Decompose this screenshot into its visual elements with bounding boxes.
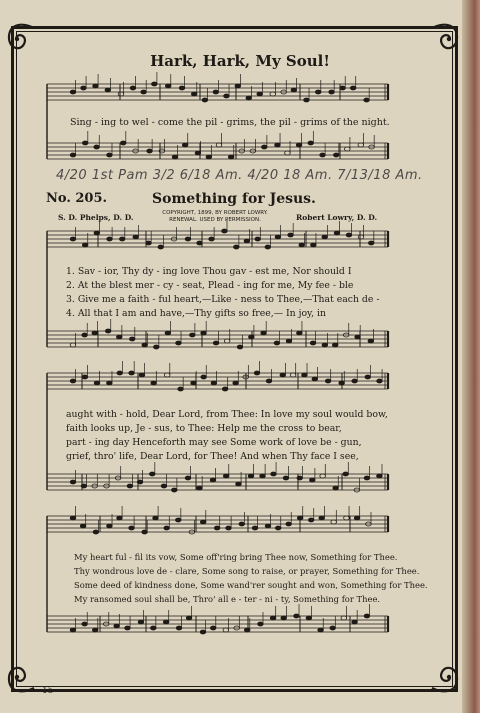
music-note (274, 341, 280, 345)
music-note (368, 241, 374, 245)
lyric-line: part - ing day Henceforth may see Some work of love be - gun, (66, 437, 362, 448)
top-hymn-lyric: Sing - ing to wel - come the pil - grims, the pil - grims of the night. (70, 117, 390, 128)
lyric-line: grief, thro' life, Dear Lord, for Thee! And when Thy face I see, (66, 451, 359, 462)
music-note (107, 237, 113, 241)
music-note (266, 379, 272, 383)
music-note (318, 628, 324, 632)
music-note (224, 339, 230, 343)
music-note (164, 526, 170, 530)
music-note (70, 237, 76, 241)
music-note (224, 94, 230, 98)
music-note (331, 520, 337, 524)
music-note (325, 379, 331, 383)
music-note (233, 381, 239, 385)
music-note (226, 526, 232, 530)
music-note (228, 155, 234, 159)
music-note (297, 516, 303, 520)
music-note (139, 373, 145, 377)
lyric-line: 2. At the blest mer - cy - seat, Plead - ing for me, My fee - ble (66, 280, 354, 291)
music-note (153, 345, 159, 349)
music-note (129, 526, 135, 530)
music-note (81, 484, 87, 488)
music-note (358, 143, 364, 147)
lyric-line: aught with - hold, Dear Lord, from Thee: In love my soul would bow, (66, 409, 388, 420)
music-note (117, 516, 123, 520)
copyright-notice (160, 210, 270, 224)
music-note (172, 155, 178, 159)
lyric-line: Some deed of kindness done, Some wand'rer sought and won, Something for Thee. (74, 580, 428, 590)
music-note (329, 90, 335, 94)
music-note (285, 151, 291, 155)
music-note (288, 233, 294, 237)
music-note (70, 480, 76, 484)
music-note (345, 147, 351, 151)
music-note (137, 480, 143, 484)
music-note (258, 622, 264, 626)
music-note (142, 343, 148, 347)
music-note (275, 235, 281, 239)
music-note (239, 522, 245, 526)
music-note (306, 616, 312, 620)
music-note (127, 484, 133, 488)
music-note (333, 486, 339, 490)
music-note (211, 381, 217, 385)
music-note (141, 90, 147, 94)
music-note (216, 143, 222, 147)
music-note (94, 381, 100, 385)
hymn-number: No. 205. (46, 191, 108, 206)
music-note (222, 229, 228, 233)
music-note (330, 626, 336, 630)
music-note (223, 628, 229, 632)
music-note (161, 484, 167, 488)
music-note (125, 626, 131, 630)
music-note (294, 614, 300, 618)
music-note (275, 526, 281, 530)
music-note (151, 381, 157, 385)
top-hymn-title: Hark, Hark, My Soul! (150, 52, 330, 70)
music-note (255, 237, 261, 241)
music-note (176, 626, 182, 630)
music-note (286, 522, 292, 526)
music-note (334, 231, 340, 235)
music-note (322, 235, 328, 239)
music-note (322, 343, 328, 347)
music-note (354, 516, 360, 520)
music-note (280, 373, 286, 377)
lyric-line: My ransomed soul shall be, Thro' all e - ter - ni - ty, Something for Thee. (74, 594, 381, 604)
music-note (265, 245, 271, 249)
music-note (70, 90, 76, 94)
music-note (200, 520, 206, 524)
music-note (178, 387, 184, 391)
music-note (343, 472, 349, 476)
music-note (320, 474, 326, 478)
music-note (70, 516, 76, 520)
music-note (346, 233, 352, 237)
music-note (222, 387, 228, 391)
music-note (130, 86, 136, 90)
copyright-line: RENEWAL. USED BY PERMISSION. (169, 217, 261, 223)
music-note (82, 375, 88, 379)
music-note (70, 153, 76, 157)
music-note (153, 516, 159, 520)
music-note (302, 373, 308, 377)
music-note (320, 153, 326, 157)
music-note (142, 530, 148, 534)
music-note (297, 476, 303, 480)
music-note (236, 482, 242, 486)
music-note (120, 141, 126, 145)
music-note (197, 241, 203, 245)
music-note (291, 88, 297, 92)
music-note (171, 488, 177, 492)
music-note (82, 243, 88, 247)
music-note (283, 476, 289, 480)
music-note (341, 616, 347, 620)
music-note (191, 381, 197, 385)
music-note (202, 98, 208, 102)
music-note (364, 98, 370, 102)
music-note (350, 86, 356, 90)
music-note (210, 626, 216, 630)
music-note (185, 237, 191, 241)
music-note (244, 628, 250, 632)
music-note (165, 331, 171, 335)
music-note (179, 86, 185, 90)
music-note (254, 371, 260, 375)
music-note (70, 343, 76, 347)
music-note (237, 345, 243, 349)
music-note (94, 231, 100, 235)
music-note (195, 151, 201, 155)
music-note (80, 524, 86, 528)
music-note (332, 343, 338, 347)
music-note (315, 90, 321, 94)
music-note (213, 90, 219, 94)
music-note (82, 141, 88, 145)
hymn-composer: Robert Lowry, D. D. (296, 213, 378, 222)
music-note (200, 630, 206, 634)
music-note (281, 616, 287, 620)
music-note (308, 141, 314, 145)
music-note (275, 143, 281, 147)
music-note (310, 341, 316, 345)
music-note (81, 86, 87, 90)
music-note (352, 379, 358, 383)
music-note (261, 331, 267, 335)
music-note (270, 92, 276, 96)
music-note (175, 518, 181, 522)
music-note (92, 331, 98, 335)
music-note (149, 472, 155, 476)
music-note (265, 524, 271, 528)
music-note (257, 92, 263, 96)
music-note (319, 516, 325, 520)
music-note (165, 84, 171, 88)
music-note (201, 331, 207, 335)
music-note (146, 241, 152, 245)
page-number: 15 (42, 686, 54, 696)
music-note (191, 92, 197, 96)
music-note (244, 239, 250, 243)
music-note (271, 472, 277, 476)
music-note (107, 524, 113, 528)
music-note (223, 474, 229, 478)
music-note (70, 628, 76, 632)
music-note (248, 474, 254, 478)
music-note (129, 337, 135, 341)
music-note (213, 341, 219, 345)
music-note (260, 474, 266, 478)
music-note (233, 245, 239, 249)
music-note (176, 341, 182, 345)
music-note (333, 153, 339, 157)
music-note (377, 379, 383, 383)
music-note (114, 624, 120, 628)
music-note (186, 616, 192, 620)
music-note (119, 237, 125, 241)
music-note (152, 82, 158, 86)
music-note (290, 373, 296, 377)
music-note (129, 371, 135, 375)
music-note (312, 377, 318, 381)
music-note (270, 616, 276, 620)
music-note (185, 476, 191, 480)
hymn-title: Something for Jesus. (152, 191, 316, 207)
music-note (94, 145, 100, 149)
music-note (164, 373, 170, 377)
music-note (261, 145, 267, 149)
hymn-author: S. D. Phelps, D. D. (58, 213, 134, 222)
music-note (93, 84, 99, 88)
lyric-line: Thy wondrous love de - clare, Some song to raise, or prayer, Something for Thee. (74, 566, 420, 576)
lyric-line: faith looks up, Je - sus, to Thee: Help me the cross to bear, (66, 423, 342, 434)
music-note (105, 329, 111, 333)
music-note (358, 235, 364, 239)
music-note (297, 331, 303, 335)
music-note (117, 371, 123, 375)
music-note (138, 620, 144, 624)
copyright-line: COPYRIGHT, 1899, BY ROBERT LOWRY. (162, 210, 268, 216)
music-note (352, 620, 358, 624)
music-note (368, 339, 374, 343)
music-note (214, 526, 220, 530)
music-note (210, 478, 216, 482)
music-note (82, 333, 88, 337)
music-note (355, 335, 361, 339)
lyric-line: 1. Sav - ior, Thy dy - ing love Thou gav - est me, Nor should I (66, 266, 352, 277)
music-note (107, 381, 113, 385)
music-note (93, 530, 99, 534)
music-note (252, 526, 258, 530)
music-note (147, 149, 153, 153)
music-note (364, 614, 370, 618)
music-note (197, 486, 203, 490)
music-note (249, 335, 255, 339)
music-note (206, 155, 212, 159)
music-note (311, 243, 317, 247)
music-note (105, 88, 111, 92)
music-note (201, 375, 207, 379)
music-note (340, 86, 346, 90)
handwritten-note: 4/20 1st Pam 3/2 6/18 Am. 4/20 18 Am. 7/13/18 Am. (56, 168, 423, 183)
music-note (189, 333, 195, 337)
lyric-line: 3. Give me a faith - ful heart,—Like - ness to Thee,—That each de - (66, 294, 380, 305)
music-note (364, 476, 370, 480)
music-note (107, 153, 113, 157)
music-note (246, 96, 252, 100)
music-note (92, 628, 98, 632)
music-note (209, 237, 215, 241)
music-note (133, 235, 139, 239)
music-note (118, 92, 124, 96)
music-note (344, 516, 350, 520)
music-note (82, 622, 88, 626)
music-note (339, 381, 345, 385)
music-note (235, 84, 241, 88)
music-note (296, 143, 302, 147)
music-note (163, 620, 169, 624)
music-note (116, 335, 122, 339)
music-note (304, 98, 310, 102)
music-note (158, 245, 164, 249)
music-note (377, 474, 383, 478)
music-note (286, 339, 292, 343)
music-note (365, 375, 371, 379)
music-note (182, 143, 188, 147)
music-note (309, 478, 315, 482)
lyric-line: 4. All that I am and have,—Thy gifts so free,— In joy, in (66, 308, 326, 319)
music-note (70, 379, 76, 383)
music-note (299, 243, 305, 247)
music-note (308, 518, 314, 522)
lyric-line: My heart ful - fil its vow, Some off'ring bring Thee now, Something for Thee. (74, 552, 398, 562)
music-note (150, 626, 156, 630)
